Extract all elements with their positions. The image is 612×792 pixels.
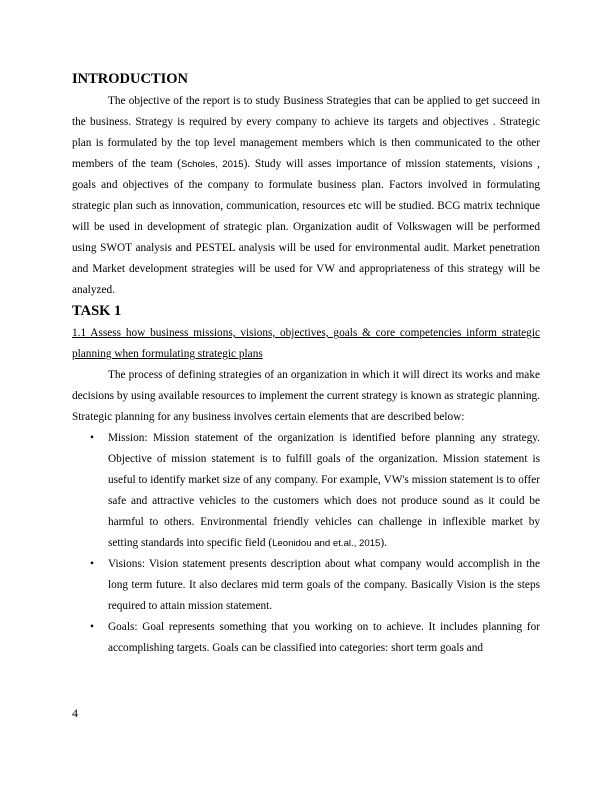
intro-paragraph: [72, 91, 540, 301]
page-number: 4: [72, 706, 78, 720]
bullet-icon: •: [90, 558, 94, 570]
intro-text-b: ). Study will asses importance of mission statements, visions , goals and objectives of the company to formulate business plan. Factors involved in formulating strategic plan such as innovation, communication, resources etc will be studied. BCG matrix technique will be used in development of strategic plan. Organization audit of Volkswagen will be performed using SWOT analysis and PESTEL analysis will be used for environmental audit. Market penetration and Market development strategies will be used for VW and appropriateness of this strategy will be analyzed.: [72, 158, 540, 296]
list-item-text: Mission: Mission statement of the organization is identified before planning any strategy. Objective of mission statement is to fulfill goals of the organization. Mission statement is useful to identify market size of any company. For example, VW's mission statement is to offer safe and attractive vehicles to the customers which does not produce sound as it could be harmful to others. Environmental friendly vehicles can challenge in inflexible market by setting standards into specific field (: [108, 432, 540, 549]
list-item-text: Goals: Goal represents something that you working on to achieve. It includes planning for accomplishing targets. Goals can be classified into categories: short term goals and: [108, 621, 540, 654]
intro-heading: INTRODUCTION: [72, 71, 189, 87]
list-item-text: Visions: Vision statement presents description about what company would accomplish in the long term future. It also declares mid term goals of the company. Basically Vision is the steps required to attain mission statement.: [108, 558, 540, 612]
list-item-visions: [72, 554, 540, 617]
document-page: [72, 70, 540, 659]
bullet-icon: •: [90, 432, 94, 444]
task-heading: TASK 1: [72, 303, 122, 319]
task-subheading: 1.1 Assess how business missions, visions, objectives, goals & core competencies inform strategic planning when formulating strategic plans: [72, 327, 540, 360]
list-item-tail: ).: [380, 537, 387, 549]
list-item-goals: [72, 617, 540, 659]
citation-leonidou: Leonidou and et.al., 2015: [272, 538, 381, 549]
task-paragraph: The process of defining strategies of an organization in which it will direct its works and make decisions by using available resources to implement the current strategy is known as strategic planning. Strategic planning for any business involves certain elements that are described below:: [72, 369, 540, 423]
list-item-mission: [72, 428, 540, 554]
intro-text-a: The objective of the report is to study Business Strategies that can be applied to get succeed in the business. Strategy is required by every company to achieve its targets and objectives . Strategic plan is formulated by the top level management members which is then communicated to the other members of the team (: [72, 95, 540, 170]
elements-list: [72, 428, 540, 659]
citation-scholes: Scholes, 2015: [180, 159, 244, 170]
bullet-icon: •: [90, 621, 94, 633]
